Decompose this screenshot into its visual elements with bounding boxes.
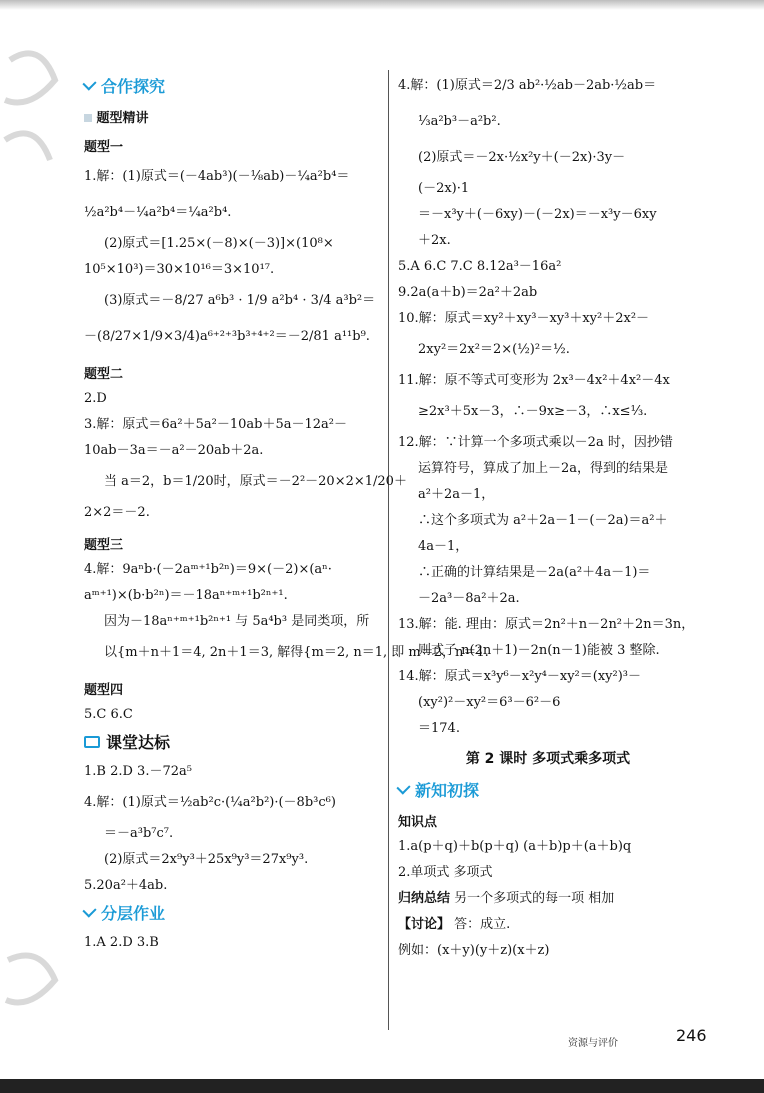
section-heading-new-knowledge: 新知初探 <box>398 778 698 801</box>
book-icon <box>84 736 100 748</box>
text-line: (－2x)·1 <box>418 181 470 196</box>
discussion-line <box>398 914 698 936</box>
text-line: 运算符号，算成了加上－2a，得到的结果是 <box>418 461 669 476</box>
text-line: ＋2x. <box>418 233 451 248</box>
text-line: 例如：(x＋y)(y＋z)(x＋z) <box>398 943 550 958</box>
arrow-icon <box>396 780 410 794</box>
text-line: ≥2x³＋5x－3，∴－9x≥－3，∴x≤⅓. <box>418 404 648 419</box>
arrow-icon <box>82 903 96 917</box>
type-heading-1: 题型一 <box>84 140 124 155</box>
subheading: 题型精讲 <box>84 107 380 126</box>
text-line: aᵐ⁺¹)×(b·b²ⁿ)＝－18aⁿ⁺ᵐ⁺¹b²ⁿ⁺¹. <box>84 588 288 603</box>
watermark-decoration-bottom <box>0 940 70 1040</box>
text-line: ＝174. <box>418 721 460 736</box>
text-line: 14.解：原式＝x³y⁶－x²y⁴－xy²＝(xy²)³－ <box>398 669 642 684</box>
text-line: 3.解：原式＝6a²＋5a²－10ab＋5a－12a²－ <box>84 417 348 432</box>
knowledge-point-heading: 知识点 <box>398 815 438 830</box>
text-line: ＝－x³y＋(－6xy)－(－2x)＝－x³y－6xy <box>418 207 657 222</box>
text-line: (2)原式＝[1.25×(－8)×(－3)]×(10⁸× <box>104 236 334 251</box>
text-line: 1.解：(1)原式＝(－4ab³)(－⅛ab)－¼a²b⁴＝ <box>84 169 350 184</box>
scan-bottom-edge <box>0 1079 764 1093</box>
section-heading-homework: 分层作业 <box>84 901 380 924</box>
text-line: 2.D <box>84 391 107 406</box>
discussion-label: 【讨论】 <box>398 917 451 932</box>
footer-label: 资源与评价 <box>568 1038 618 1049</box>
text-line: 4.解：(1)原式＝2/3 ab²·½ab－2ab·½ab＝ <box>398 78 657 93</box>
text-line: 9.2a(a＋b)＝2a²＋2ab <box>398 285 538 300</box>
summary-line <box>398 888 698 910</box>
text-line: (2)原式＝－2x·½x²y＋(－2x)·3y－ <box>418 150 626 165</box>
text-line: 2xy²＝2x²＝2×(½)²＝½. <box>418 342 570 357</box>
page-number: 246 <box>676 1026 707 1045</box>
text-line: 1.a(p＋q)＋b(p＋q) (a＋b)p＋(a＋b)q <box>398 839 632 854</box>
text-line: 4.解：9aⁿb·(－2aᵐ⁺¹b²ⁿ)＝9×(－2)×(aⁿ· <box>84 562 332 577</box>
text-line: ⅓a²b³－a²b². <box>418 114 501 129</box>
text-line: 10.解：原式＝xy²＋xy³－xy³＋xy²＋2x²－ <box>398 311 650 326</box>
text-line: 4.解：(1)原式＝½ab²c·(¼a²b²)·(－8b³c⁶) <box>84 795 336 810</box>
text-line: 2.单项式 多项式 <box>398 865 493 880</box>
text-line: 则式子 n(2n＋1)－2n(n－1)能被 3 整除. <box>418 643 660 658</box>
text-line: 4a－1， <box>418 539 469 554</box>
text-line: 10⁵×10³)＝30×10¹⁶＝3×10¹⁷. <box>84 262 275 277</box>
text-line: (2)原式＝2x⁹y³＋25x⁹y³＝27x⁹y³. <box>104 852 309 867</box>
right-column <box>398 70 698 966</box>
type-heading-4: 题型四 <box>84 683 124 698</box>
text-line: 1.A 2.D 3.B <box>84 935 159 950</box>
text-line: 10ab－3a＝－a²－20ab＋2a. <box>84 443 264 458</box>
text-line: 2×2＝－2. <box>84 505 150 520</box>
text-line: 5.C 6.C <box>84 707 133 722</box>
section-heading-classroom: 课堂达标 <box>84 730 380 753</box>
lesson-title: 第 2 课时 多项式乘多项式 <box>465 751 631 767</box>
type-heading-2: 题型二 <box>84 367 124 382</box>
column-divider <box>388 70 389 1030</box>
text-line: ＝－a³b⁷c⁷. <box>104 826 174 841</box>
text-line: 5.20a²＋4ab. <box>84 878 168 893</box>
text-line: a²＋2a－1， <box>418 487 495 502</box>
arrow-icon <box>82 76 96 90</box>
text-line: －(8/27×1/9×3/4)a⁶⁺²⁺³b³⁺⁴⁺²＝－2/81 a¹¹b⁹. <box>84 329 370 344</box>
text-line: －2a³－8a²＋2a. <box>418 591 520 606</box>
text-line: ∴这个多项式为 a²＋2a－1－(－2a)＝a²＋ <box>418 513 668 528</box>
text-line: ½a²b⁴－¼a²b⁴＝¼a²b⁴. <box>84 205 232 220</box>
text-line: 1.B 2.D 3.－72a⁵ <box>84 764 192 779</box>
discussion-text: 答：成立. <box>454 917 511 932</box>
text-line: ∴正确的计算结果是－2a(a²＋4a－1)＝ <box>418 565 651 580</box>
text-line: 11.解：原不等式可变形为 2x³－4x²＋4x²－4x <box>398 373 670 388</box>
text-line: (3)原式＝－8/27 a⁶b³ · 1/9 a²b⁴ · 3/4 a³b²＝ <box>104 293 376 308</box>
section-heading-cooperate: 合作探究 <box>84 74 380 97</box>
square-icon <box>84 114 92 122</box>
text-line: (xy²)²－xy²＝6³－6²－6 <box>418 695 561 710</box>
scan-edge <box>0 0 764 10</box>
text-line: 13.解：能. 理由：原式＝2n²＋n－2n²＋2n＝3n， <box>398 617 695 632</box>
type-heading-3: 题型三 <box>84 538 124 553</box>
text-line: 当 a＝2，b＝1/20时，原式＝－2²－20×2×1/20＋ <box>104 474 407 489</box>
text-line: 因为－18aⁿ⁺ᵐ⁺¹b²ⁿ⁺¹ 与 5a⁴b³ 是同类项，所 <box>104 614 370 629</box>
watermark-decoration <box>0 20 70 220</box>
text-line: 12.解：∵计算一个多项式乘以－2a 时，因抄错 <box>398 435 673 450</box>
summary-text: 另一个多项式的每一项 相加 <box>454 891 615 906</box>
summary-label: 归纳总结 <box>398 891 451 906</box>
text-line: 以{m＋n＋1＝4, 2n＋1＝3, 解得{m＝2, n＝1, 即 m＝2，n＝1. <box>104 645 489 660</box>
text-line: 5.A 6.C 7.C 8.12a³－16a² <box>398 259 562 274</box>
